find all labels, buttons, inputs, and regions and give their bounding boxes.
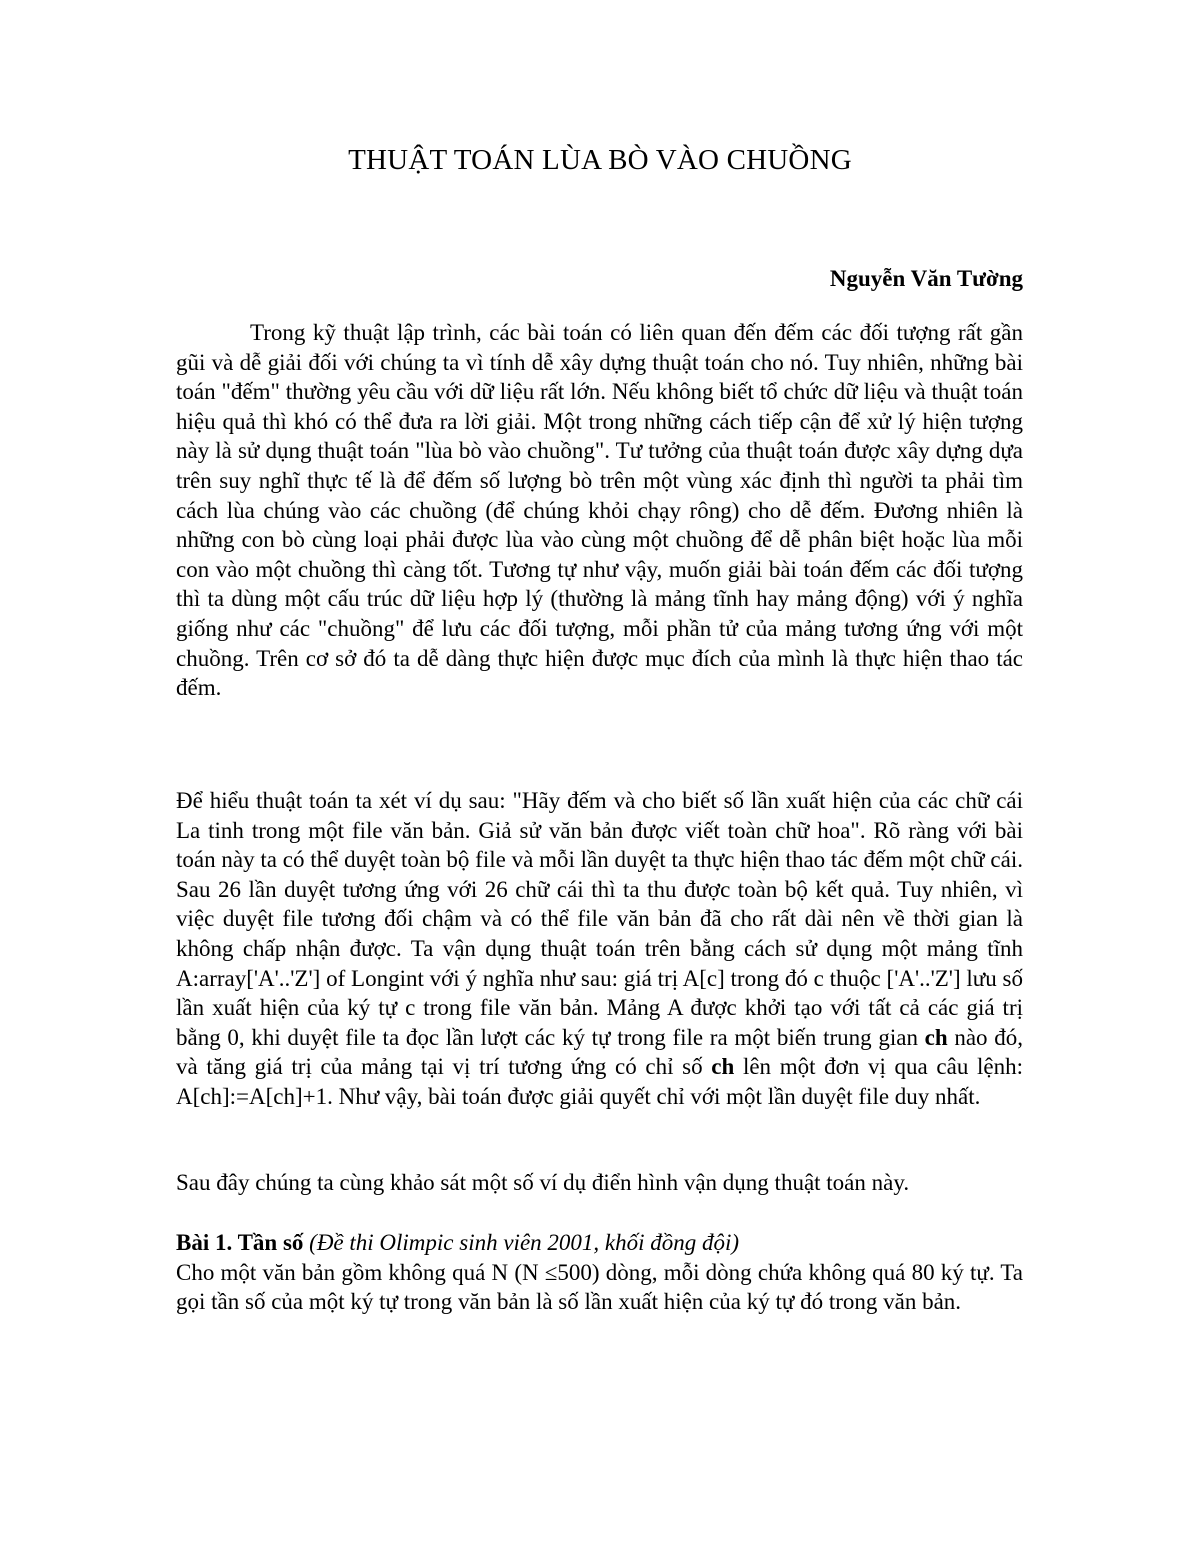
problem-1-block: [176, 1228, 1023, 1317]
intro-paragraph: Trong kỹ thuật lập trình, các bài toán có liên quan đến đếm các đối tượng rất gần gũi và dễ giải đối với chúng ta vì tính dễ xây dựng thuật toán cho nó. Tuy nhiên, những bài toán "đếm" thường yêu cầu với dữ liệu rất lớn. Nếu không biết tổ chức dữ liệu và thuật toán hiệu quả thì khó có thể đưa ra lời giải. Một trong những cách tiếp cận để xử lý hiện tượng này là sử dụng thuật toán "lùa bò vào chuồng". Tư tưởng của thuật toán được xây dựng dựa trên suy nghĩ thực tế là để đếm số lượng bò trên một vùng xác định thì người ta phải tìm cách lùa chúng vào các chuồng (để chúng khỏi chạy rông) cho dễ đếm. Đương nhiên là những con bò cùng loại phải được lùa vào cùng một chuồng để dễ phân biệt hoặc lùa mỗi con vào một chuồng thì càng tốt. Tương tự như vậy, muốn giải bài toán đếm các đối tượng thì ta dùng một cấu trúc dữ liệu hợp lý (thường là mảng tĩnh hay mảng động) với ý nghĩa giống như các "chuồng" để lưu các đối tượng, mỗi phần tử của mảng tương ứng với một chuồng. Trên cơ sở đó ta dễ dàng thực hiện được mục đích của mình là thực hiện thao tác đếm.: [176, 320, 1023, 701]
problem-1-text: Cho một văn bản gồm không quá N (N ≤500) dòng, mỗi dòng chứa không quá 80 ký tự. Ta gọi tần số của một ký tự trong văn bản là số lần xuất hiện của ký tự đó trong văn bản.: [176, 1259, 1023, 1315]
example-text-part2: nào đó, và tăng giá trị của mảng tại vị trí tương ứng có chỉ số: [176, 1024, 1024, 1080]
problem-1-heading: Bài 1. Tần số: [176, 1230, 304, 1255]
variable-ch-bold: ch: [924, 1024, 948, 1050]
example-text-part1: Để hiểu thuật toán ta xét ví dụ sau: "Hãy đếm và cho biết số lần xuất hiện của các chữ cái La tinh trong một file văn bản. Giả sử văn bản được viết toàn chữ hoa". Rõ ràng với bài toán này ta có thể duyệt toàn bộ file và mỗi lần duyệt ta thực hiện thao tác đếm một chữ cái. Sau 26 lần duyệt tương ứng với 26 chữ cái thì ta thu được toàn bộ kết quả. Tuy nhiên, vì việc duyệt file tương đối chậm và có thể file văn bản đã cho rất dài nên về thời gian là không chấp nhận được. Ta vận dụng thuật toán trên bằng cách sử dụng một mảng tĩnh A:array['A'..'Z'] of Longint với ý nghĩa như sau: giá trị A[c] trong đó c thuộc ['A'..'Z'] lưu số lần xuất hiện của ký tự c trong file văn bản. Mảng A được khởi tạo với tất cả các giá trị bằng 0, khi duyệt file ta đọc lần lượt các ký tự trong file ra một biến trung gian: [176, 788, 1023, 1050]
example-text-part3: lên một đơn vị qua câu lệnh: A[ch]:=A[ch]+1. Như vậy, bài toán được giải quyết chỉ với một lần duyệt file duy nhất.: [176, 1054, 1024, 1109]
index-ch-bold: ch: [711, 1054, 735, 1080]
author-name: Nguyễn Văn Tường: [829, 266, 1023, 291]
survey-sentence: Sau đây chúng ta cùng khảo sát một số ví dụ điển hình vận dụng thuật toán này.: [176, 1170, 910, 1195]
example-paragraph: [176, 786, 1023, 1112]
document-title: THUẬT TOÁN LÙA BÒ VÀO CHUỒNG: [348, 144, 852, 176]
problem-1-source: (Đề thi Olimpic sinh viên 2001, khối đồng đội): [309, 1230, 740, 1255]
